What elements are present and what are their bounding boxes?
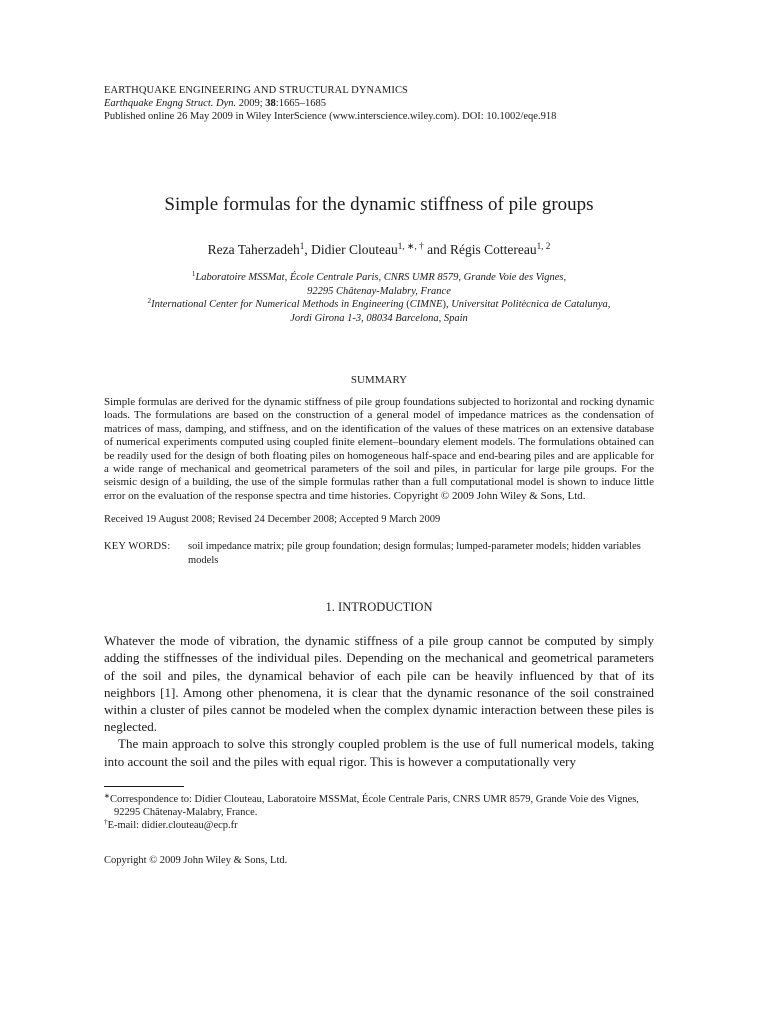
footnote-email bbox=[104, 819, 654, 832]
author-list bbox=[104, 242, 654, 258]
keywords-text: soil impedance matrix; pile group foundation; design formulas; lumped-parameter models; hidden variables models bbox=[188, 541, 641, 566]
affiliation-block bbox=[104, 271, 654, 325]
paper-title: Simple formulas for the dynamic stiffness of pile groups bbox=[164, 194, 594, 215]
introduction-body bbox=[104, 632, 654, 770]
summary-heading: SUMMARY bbox=[350, 374, 408, 386]
footnote-divider bbox=[104, 786, 184, 787]
footnote-mark: † bbox=[104, 818, 108, 827]
affiliation-acronym: CIMNE bbox=[409, 299, 443, 310]
author-affiliation-mark: 1 bbox=[299, 241, 305, 252]
journal-name: EARTHQUAKE ENGINEERING AND STRUCTURAL DYNAMICS bbox=[104, 85, 408, 96]
body-paragraph: Whatever the mode of vibration, the dynamic stiffness of a pile group cannot be computed by simply adding the stiffnesses of the individual piles. Depending on the mechanical and geometrical parameters of the soil and piles, the dynamical behavior of each pile can be heavily influenced by that of its neighbors [1]. Among other phenomena, it is clear that the dynamic resonance of the soil constrained within a cluster of piles cannot be modeled when the complex dynamic interaction between these piles is neglected. bbox=[104, 633, 654, 735]
copyright-notice: Copyright © 2009 John Wiley & Sons, Ltd. bbox=[104, 854, 288, 866]
author-name: Reza Taherzadeh bbox=[207, 242, 300, 257]
journal-header bbox=[104, 84, 654, 123]
footnote-mark: ∗ bbox=[104, 792, 110, 801]
journal-published-line: Published online 26 May 2009 in Wiley InterScience (www.interscience.wiley.com). DOI: 10.1002/eqe.918 bbox=[104, 111, 557, 122]
citation-volume: 38 bbox=[265, 98, 276, 109]
footnote-text: Correspondence to: Didier Clouteau, Laboratoire MSSMat, École Centrale Paris, CNRS UMR 8579, Grande Voie des Vignes, 92295 Châtenay-Malabry, France. bbox=[109, 793, 639, 818]
journal-citation bbox=[104, 97, 654, 110]
footnote-text: E-mail: didier.clouteau@ecp.fr bbox=[107, 819, 238, 831]
affiliation-2-line1 bbox=[104, 298, 654, 312]
paper-page bbox=[104, 84, 654, 867]
affiliation-2-line2: Jordi Girona 1-3, 08034 Barcelona, Spain bbox=[290, 312, 468, 324]
affiliation-text: Laboratoire MSSMat, École Centrale Paris, CNRS UMR 8579, Grande Voie des Vignes, bbox=[195, 272, 567, 283]
author-separator: , bbox=[304, 242, 312, 257]
affiliation-1-line2: 92295 Châtenay-Malabry, France bbox=[307, 285, 451, 297]
affiliation-mark: 1 bbox=[191, 270, 196, 279]
keywords-block bbox=[104, 540, 654, 567]
section-heading-introduction: 1. INTRODUCTION bbox=[325, 600, 433, 615]
affiliation-paren: ( bbox=[406, 299, 410, 310]
affiliation-mark: 2 bbox=[147, 297, 152, 306]
affiliation-text: , Universitat Politècnica de Catalunya, bbox=[445, 299, 611, 310]
summary-text: Simple formulas are derived for the dynamic stiffness of pile group foundations subjected to horizontal and rocking dynamic loads. The formulations are based on the construction of a general model of impedance matrices as the condensation of matrices of mass, damping, and stiffness, and on the identification of the values of these matrices on an extensive database of numerical experiments computed using coupled finite element–boundary element models. The formulations obtained can be readily used for the design of both floating piles on homogeneous half-space and end-bearing piles and are applicable for a wide range of mechanical and geometrical parameters of the soil and piles, in particular for large pile groups. For the seismic design of a building, the use of the simple formulas rather than a full computational model is shown to induce little error on the evaluation of the response spectra and time histories. Copyright © 2009 John Wiley & Sons, Ltd. bbox=[104, 396, 654, 502]
affiliation-paren: ) bbox=[442, 299, 446, 310]
author-affiliation-mark: 1, ∗, † bbox=[397, 241, 424, 252]
citation-journal: Earthquake Engng Struct. Dyn. bbox=[104, 98, 237, 109]
affiliation-text: International Center for Numerical Methods in Engineering bbox=[151, 299, 407, 310]
author-name: Régis Cottereau bbox=[449, 242, 537, 257]
footnotes bbox=[104, 793, 654, 832]
received-dates: Received 19 August 2008; Revised 24 December 2008; Accepted 9 March 2009 bbox=[104, 514, 441, 526]
citation-pages: :1665–1685 bbox=[275, 98, 326, 109]
author-separator: and bbox=[423, 242, 450, 257]
author-name: Didier Clouteau bbox=[311, 242, 398, 257]
citation-year: 2009; bbox=[236, 98, 266, 109]
author-affiliation-mark: 1, 2 bbox=[536, 241, 551, 252]
body-paragraph: The main approach to solve this strongly coupled problem is the use of full numerical models, taking into account the soil and the piles with equal rigor. This is however a computationally very bbox=[104, 736, 654, 769]
affiliation-1-line1 bbox=[104, 271, 654, 285]
footnote-correspondence bbox=[104, 793, 654, 819]
keywords-label: KEY WORDS: bbox=[104, 541, 171, 553]
